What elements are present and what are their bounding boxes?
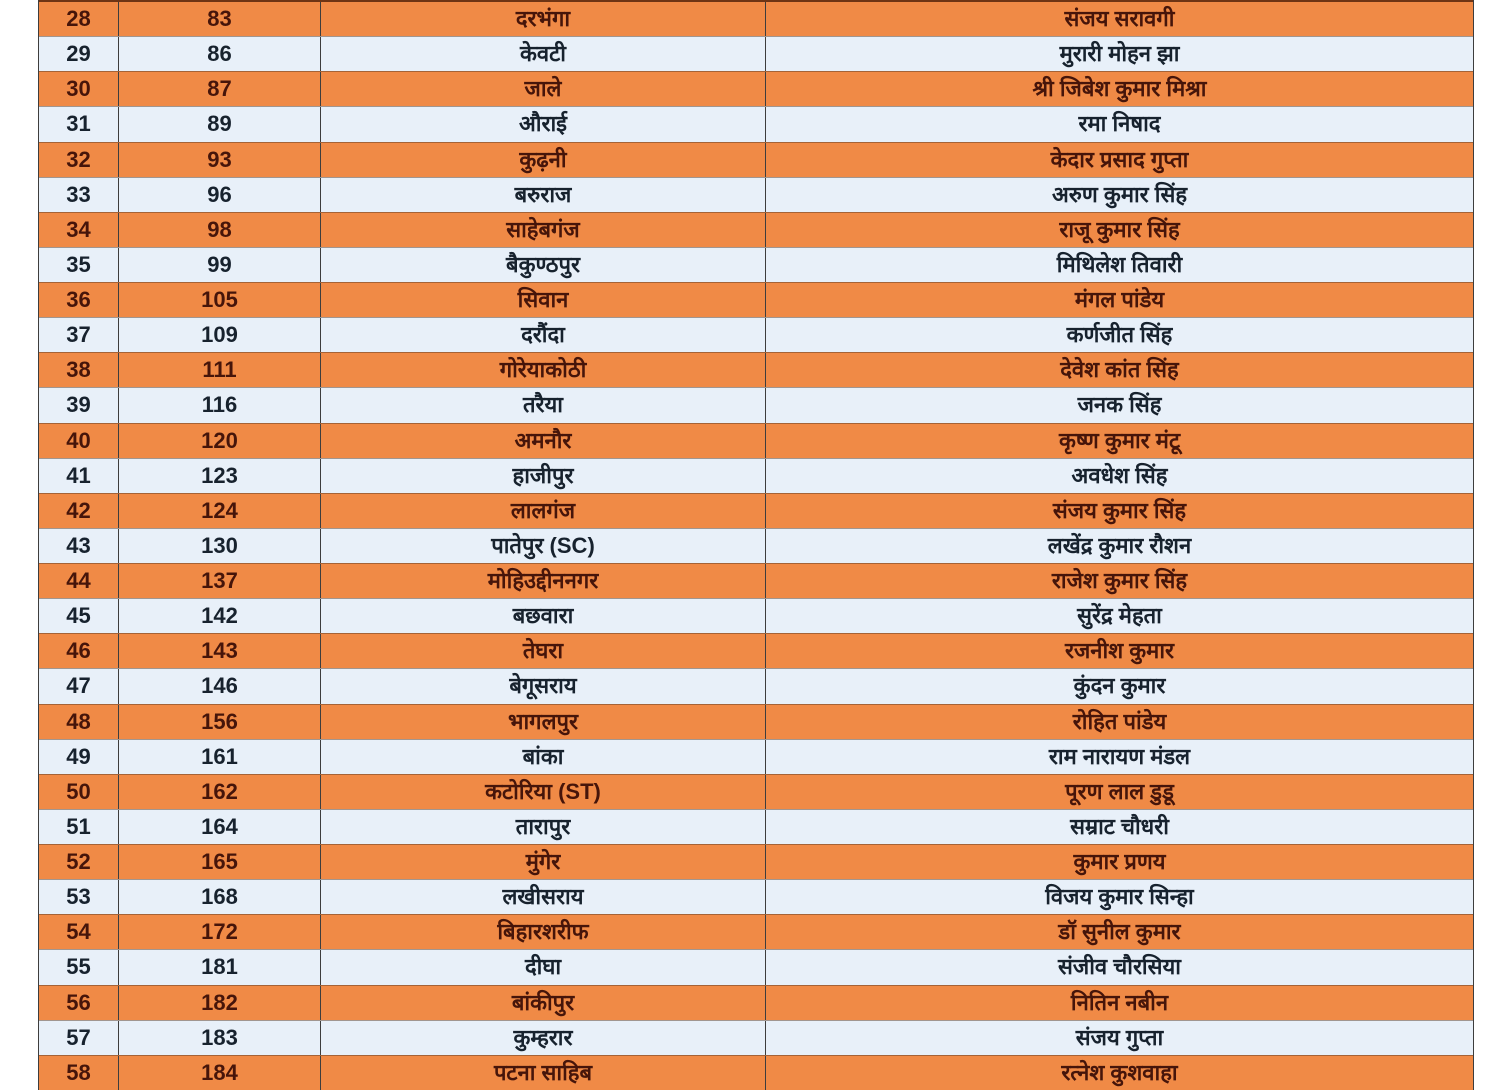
- constituency-number-cell: 96: [119, 178, 321, 212]
- candidate-name-cell: रत्नेश कुशवाहा: [1061, 1059, 1178, 1085]
- constituency-number-cell: 109: [119, 318, 321, 352]
- candidate-name-cell: लखेंद्र कुमार रौशन: [1047, 532, 1192, 558]
- constituency-number-cell: 146: [119, 669, 321, 703]
- constituency-number-cell: 143: [119, 634, 321, 668]
- table-row: [39, 493, 1473, 528]
- table-row: [39, 317, 1473, 352]
- constituency-number-cell: 142: [119, 599, 321, 633]
- serial-number-cell: 58: [39, 1056, 119, 1090]
- candidate-name-cell: नितिन नबीन: [1070, 989, 1169, 1015]
- constituency-name-cell: गोरेयाकोठी: [321, 353, 766, 387]
- candidate-name-cell: केदार प्रसाद गुप्ता: [1050, 146, 1189, 172]
- constituency-number-cell: 172: [119, 915, 321, 949]
- constituency-name-cell: लालगंज: [321, 494, 766, 528]
- serial-number-cell: 36: [39, 283, 119, 317]
- table-row: [39, 0, 1473, 36]
- candidate-name-cell: मंगल पांडेय: [1074, 287, 1165, 313]
- candidate-name-cell: राजेश कुमार सिंह: [1051, 568, 1188, 594]
- constituency-number-cell: 124: [119, 494, 321, 528]
- candidate-name-cell: पूरण लाल डुडू: [1065, 778, 1174, 804]
- constituency-number-cell: 183: [119, 1021, 321, 1055]
- table-row: [39, 212, 1473, 247]
- serial-number-cell: 57: [39, 1021, 119, 1055]
- table-row: [39, 1020, 1473, 1055]
- candidate-name-cell: देवेश कांत सिंह: [1060, 357, 1179, 383]
- serial-number-cell: 37: [39, 318, 119, 352]
- constituency-number-cell: 120: [119, 424, 321, 458]
- serial-number-cell: 50: [39, 775, 119, 809]
- constituency-name-cell: पातेपुर (SC): [321, 529, 766, 563]
- constituency-name-cell: जाले: [321, 72, 766, 106]
- constituency-number-cell: 161: [119, 740, 321, 774]
- serial-number-cell: 46: [39, 634, 119, 668]
- candidate-name-cell: सम्राट चौधरी: [1070, 813, 1169, 839]
- table-row: [39, 177, 1473, 212]
- constituency-name-cell: कुम्हरार: [321, 1021, 766, 1055]
- candidate-name-cell: रमा निषाद: [1078, 111, 1161, 137]
- table-row: [39, 809, 1473, 844]
- constituency-name-cell: साहेबगंज: [321, 213, 766, 247]
- constituency-name-cell: कुढ़नी: [321, 143, 766, 177]
- serial-number-cell: 31: [39, 107, 119, 141]
- serial-number-cell: 34: [39, 213, 119, 247]
- candidate-name-cell: अवधेश सिंह: [1071, 462, 1168, 488]
- table-row: [39, 387, 1473, 422]
- constituency-name-cell: बछवारा: [321, 599, 766, 633]
- candidate-name-cell: डॉ सुनील कुमार: [1058, 919, 1181, 945]
- constituency-name-cell: बांकीपुर: [321, 986, 766, 1020]
- table-row: [39, 142, 1473, 177]
- candidates-table: [38, 0, 1474, 1090]
- table-row: [39, 598, 1473, 633]
- constituency-name-cell: बांका: [321, 740, 766, 774]
- constituency-number-cell: 130: [119, 529, 321, 563]
- candidate-name-cell: जनक सिंह: [1077, 392, 1162, 418]
- table-row: [39, 36, 1473, 71]
- constituency-number-cell: 105: [119, 283, 321, 317]
- constituency-number-cell: 83: [119, 2, 321, 36]
- constituency-number-cell: 182: [119, 986, 321, 1020]
- serial-number-cell: 43: [39, 529, 119, 563]
- constituency-number-cell: 137: [119, 564, 321, 598]
- serial-number-cell: 56: [39, 986, 119, 1020]
- constituency-name-cell: बेगूसराय: [321, 669, 766, 703]
- constituency-name-cell: पटना साहिब: [321, 1056, 766, 1090]
- constituency-number-cell: 87: [119, 72, 321, 106]
- constituency-number-cell: 111: [119, 353, 321, 387]
- table-row: [39, 949, 1473, 984]
- constituency-number-cell: 89: [119, 107, 321, 141]
- serial-number-cell: 49: [39, 740, 119, 774]
- candidate-name-cell: संजय कुमार सिंह: [1052, 497, 1187, 523]
- serial-number-cell: 33: [39, 178, 119, 212]
- constituency-name-cell: भागलपुर: [321, 705, 766, 739]
- constituency-name-cell: कटोरिया (ST): [321, 775, 766, 809]
- constituency-number-cell: 156: [119, 705, 321, 739]
- constituency-name-cell: बिहारशरीफ: [321, 915, 766, 949]
- serial-number-cell: 47: [39, 669, 119, 703]
- serial-number-cell: 44: [39, 564, 119, 598]
- candidate-name-cell: कर्णजीत सिंह: [1066, 322, 1173, 348]
- constituency-name-cell: दरौंदा: [321, 318, 766, 352]
- serial-number-cell: 35: [39, 248, 119, 282]
- table-row: [39, 423, 1473, 458]
- candidate-name-cell: विजय कुमार सिन्हा: [1045, 884, 1194, 910]
- candidate-name-cell: मुरारी मोहन झा: [1059, 41, 1180, 67]
- candidate-name-cell: मिथिलेश तिवारी: [1056, 251, 1183, 277]
- candidate-name-cell: संजय सरावगी: [1064, 6, 1175, 32]
- table-row: [39, 1055, 1473, 1090]
- candidate-name-cell: संजय गुप्ता: [1075, 1024, 1164, 1050]
- constituency-name-cell: दरभंगा: [321, 2, 766, 36]
- constituency-name-cell: बरुराज: [321, 178, 766, 212]
- constituency-name-cell: लखीसराय: [321, 880, 766, 914]
- serial-number-cell: 53: [39, 880, 119, 914]
- constituency-name-cell: हाजीपुर: [321, 459, 766, 493]
- table-row: [39, 879, 1473, 914]
- serial-number-cell: 48: [39, 705, 119, 739]
- candidate-name-cell: अरुण कुमार सिंह: [1051, 181, 1188, 207]
- candidate-name-cell: सुरेंद्र मेहता: [1077, 603, 1162, 629]
- constituency-name-cell: बैकुण्ठपुर: [321, 248, 766, 282]
- constituency-number-cell: 181: [119, 950, 321, 984]
- table-row: [39, 247, 1473, 282]
- serial-number-cell: 40: [39, 424, 119, 458]
- table-row: [39, 704, 1473, 739]
- serial-number-cell: 42: [39, 494, 119, 528]
- serial-number-cell: 45: [39, 599, 119, 633]
- constituency-number-cell: 123: [119, 459, 321, 493]
- constituency-name-cell: मुंगेर: [321, 845, 766, 879]
- table-row: [39, 458, 1473, 493]
- table-row: [39, 352, 1473, 387]
- table-row: [39, 528, 1473, 563]
- constituency-number-cell: 99: [119, 248, 321, 282]
- constituency-number-cell: 165: [119, 845, 321, 879]
- constituency-name-cell: दीघा: [321, 950, 766, 984]
- constituency-name-cell: केवटी: [321, 37, 766, 71]
- constituency-number-cell: 164: [119, 810, 321, 844]
- candidate-name-cell: कुंदन कुमार: [1073, 673, 1166, 699]
- serial-number-cell: 32: [39, 143, 119, 177]
- serial-number-cell: 28: [39, 2, 119, 36]
- serial-number-cell: 29: [39, 37, 119, 71]
- constituency-number-cell: 184: [119, 1056, 321, 1090]
- constituency-number-cell: 168: [119, 880, 321, 914]
- constituency-number-cell: 86: [119, 37, 321, 71]
- table-row: [39, 633, 1473, 668]
- candidate-name-cell: श्री जिबेश कुमार मिश्रा: [1032, 76, 1207, 102]
- candidate-name-cell: रोहित पांडेय: [1072, 708, 1167, 734]
- candidate-name-cell: संजीव चौरसिया: [1058, 954, 1181, 980]
- constituency-name-cell: सिवान: [321, 283, 766, 317]
- table-row: [39, 282, 1473, 317]
- table-row: [39, 914, 1473, 949]
- candidate-name-cell: कुमार प्रणय: [1073, 849, 1166, 875]
- serial-number-cell: 39: [39, 388, 119, 422]
- table-row: [39, 739, 1473, 774]
- constituency-number-cell: 162: [119, 775, 321, 809]
- serial-number-cell: 55: [39, 950, 119, 984]
- table-row: [39, 106, 1473, 141]
- constituency-name-cell: तेघरा: [321, 634, 766, 668]
- table-row: [39, 985, 1473, 1020]
- serial-number-cell: 52: [39, 845, 119, 879]
- serial-number-cell: 30: [39, 72, 119, 106]
- constituency-name-cell: मोहिउद्दीननगर: [321, 564, 766, 598]
- candidate-name-cell: राम नारायण मंडल: [1048, 743, 1191, 769]
- constituency-number-cell: 98: [119, 213, 321, 247]
- constituency-number-cell: 93: [119, 143, 321, 177]
- table-row: [39, 774, 1473, 809]
- candidate-name-cell: राजू कुमार सिंह: [1059, 216, 1180, 242]
- table-row: [39, 71, 1473, 106]
- candidate-name-cell: कृष्ण कुमार मंटू: [1058, 427, 1181, 453]
- serial-number-cell: 54: [39, 915, 119, 949]
- constituency-name-cell: तरैया: [321, 388, 766, 422]
- serial-number-cell: 41: [39, 459, 119, 493]
- constituency-name-cell: तारापुर: [321, 810, 766, 844]
- constituency-name-cell: औराई: [321, 107, 766, 141]
- serial-number-cell: 38: [39, 353, 119, 387]
- serial-number-cell: 51: [39, 810, 119, 844]
- candidate-name-cell: रजनीश कुमार: [1064, 638, 1175, 664]
- table-row: [39, 668, 1473, 703]
- table-row: [39, 844, 1473, 879]
- table-row: [39, 563, 1473, 598]
- constituency-number-cell: 116: [119, 388, 321, 422]
- constituency-name-cell: अमनौर: [321, 424, 766, 458]
